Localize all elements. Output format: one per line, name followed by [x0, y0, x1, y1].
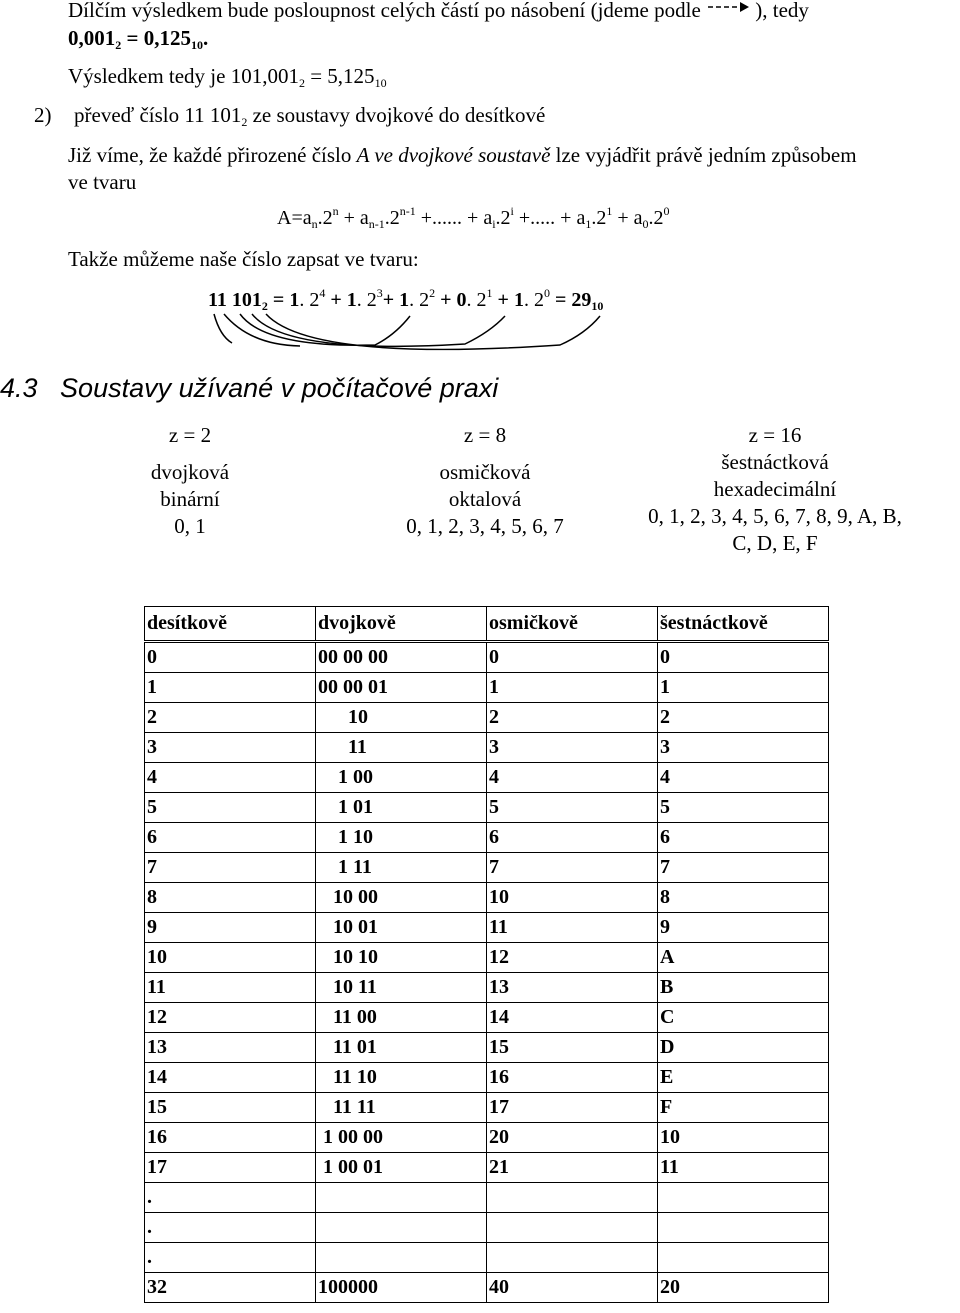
text-known-a: Již víme, že každé přirozené číslo [68, 143, 357, 167]
table-row [145, 733, 829, 763]
exp-1: 1 [486, 286, 493, 300]
term-1: . 2 [466, 289, 487, 311]
cell-binary: 00 00 00 [316, 642, 487, 673]
system-hexadecimal [620, 422, 930, 557]
table-row [145, 1213, 829, 1243]
sub-base-2: 2 [115, 38, 122, 52]
sub-task-2: 2 [241, 115, 248, 129]
cell-hex: 0 [658, 642, 829, 673]
cell-decimal: 2 [145, 703, 316, 733]
header-decimal: desítkově [145, 607, 316, 642]
cell-octal: 17 [487, 1093, 658, 1123]
cell-octal [487, 1243, 658, 1273]
cell-binary: 10 01 [316, 913, 487, 943]
table-row [145, 913, 829, 943]
system-binary [100, 422, 280, 540]
cell-octal: 16 [487, 1063, 658, 1093]
formula-sub: i [492, 217, 496, 231]
text-fraction-a: 0,001 [68, 26, 116, 50]
digit-0: 1 [513, 289, 524, 311]
term-2: . 2 [409, 289, 430, 311]
system-octal [360, 422, 610, 540]
cell-hex: 7 [658, 853, 829, 883]
table-row [145, 673, 829, 703]
table-row [145, 1183, 829, 1213]
expansion-eq: = [267, 289, 290, 311]
header-hex: šestnáctkově [658, 607, 829, 642]
formula-part: +..... + a [513, 207, 586, 229]
cell-decimal: . [145, 1183, 316, 1213]
expansion-lhs: 11 101 [208, 289, 262, 311]
cell-octal: 11 [487, 913, 658, 943]
exp-4: 4 [319, 286, 326, 300]
cell-binary: 10 11 [316, 973, 487, 1003]
cell-hex: B [658, 973, 829, 1003]
cell-hex: 20 [658, 1273, 829, 1303]
expansion-rhs: = 29 [549, 289, 592, 311]
system-base: z = 16 [748, 423, 802, 447]
cell-binary: 10 10 [316, 943, 487, 973]
table-row [145, 1033, 829, 1063]
cell-octal: 12 [487, 943, 658, 973]
cell-binary: 11 [316, 733, 487, 763]
cell-octal [487, 1213, 658, 1243]
cell-hex: E [658, 1063, 829, 1093]
table-row [145, 883, 829, 913]
table-row [145, 853, 829, 883]
arc-digit-1-to-1 [214, 314, 232, 343]
text-result-mid: = 5,125 [304, 64, 375, 88]
cell-binary: 1 00 [316, 763, 487, 793]
cell-hex: C [658, 1003, 829, 1033]
digit-1: 0 [456, 289, 467, 311]
digit-4: 1 [289, 289, 300, 311]
system-digits-cont: C, D, E, F [732, 531, 818, 555]
sub-base-10: 10 [190, 38, 203, 52]
table-row [145, 943, 829, 973]
cell-decimal: 11 [145, 973, 316, 1003]
cell-hex: 11 [658, 1153, 829, 1183]
exp-0: 0 [543, 286, 550, 300]
cell-decimal: 3 [145, 733, 316, 763]
cell-decimal: 16 [145, 1123, 316, 1153]
formula-part: + a [612, 207, 643, 229]
cell-octal: 7 [487, 853, 658, 883]
text-so-write: Takže můžeme naše číslo zapsat ve tvaru: [68, 247, 419, 271]
cell-binary: 11 00 [316, 1003, 487, 1033]
cell-hex: 4 [658, 763, 829, 793]
cell-octal: 5 [487, 793, 658, 823]
header-binary: dvojkově [316, 607, 487, 642]
cell-binary: 10 00 [316, 883, 487, 913]
table-header-row [145, 607, 829, 642]
cell-octal: 6 [487, 823, 658, 853]
task-number: 2) [34, 103, 52, 127]
cell-hex: 6 [658, 823, 829, 853]
text-line1-suffix: ), tedy [755, 0, 809, 22]
formula-sub: 0 [642, 217, 649, 231]
formula-part: .2 [648, 207, 664, 229]
cell-decimal: 0 [145, 642, 316, 673]
table-row [145, 793, 829, 823]
term-4: . 2 [299, 289, 320, 311]
cell-octal: 1 [487, 673, 658, 703]
cell-decimal: 15 [145, 1093, 316, 1123]
cell-hex: 9 [658, 913, 829, 943]
table-row [145, 642, 829, 673]
cell-decimal: 8 [145, 883, 316, 913]
text-known-italic: A ve dvojkové soustavě [356, 143, 551, 167]
cell-decimal: 5 [145, 793, 316, 823]
table-row [145, 1273, 829, 1303]
cell-decimal: 4 [145, 763, 316, 793]
system-name: dvojková [150, 460, 230, 484]
exp-3: 3 [376, 286, 383, 300]
cell-binary [316, 1243, 487, 1273]
text-result-prefix: Výsledkem tedy je 101,001 [68, 64, 299, 88]
cell-octal: 20 [487, 1123, 658, 1153]
cell-binary: 1 01 [316, 793, 487, 823]
plus: + [435, 289, 457, 311]
cell-octal: 13 [487, 973, 658, 1003]
digit-3: 1 [346, 289, 357, 311]
system-name: osmičková [439, 460, 531, 484]
formula-part: + a [338, 207, 369, 229]
cell-hex: F [658, 1093, 829, 1123]
expansion-rhs-sub: 10 [591, 299, 604, 313]
formula-sub: n-1 [368, 217, 385, 231]
formula-part: A=a [277, 207, 312, 229]
cell-hex: 5 [658, 793, 829, 823]
table-row [145, 763, 829, 793]
digit-2: 1 [399, 289, 410, 311]
cell-octal: 21 [487, 1153, 658, 1183]
cell-hex: D [658, 1033, 829, 1063]
cell-octal: 3 [487, 733, 658, 763]
plus: + [382, 289, 400, 311]
cell-decimal: 14 [145, 1063, 316, 1093]
expansion-lhs-sub: 2 [261, 299, 268, 313]
system-name: šestnáctková [721, 450, 829, 474]
formula-part: +...... + a [415, 207, 493, 229]
cell-decimal: 6 [145, 823, 316, 853]
cell-hex: 8 [658, 883, 829, 913]
system-digits: 0, 1 [174, 514, 206, 538]
cell-hex [658, 1213, 829, 1243]
cell-octal: 14 [487, 1003, 658, 1033]
cell-decimal: 7 [145, 853, 316, 883]
term-0: . 2 [523, 289, 544, 311]
cell-hex: 3 [658, 733, 829, 763]
cell-binary [316, 1183, 487, 1213]
table-row [145, 1123, 829, 1153]
formula-part: .2 [384, 207, 400, 229]
cell-octal: 4 [487, 763, 658, 793]
formula-sup: 0 [663, 204, 670, 218]
table-row [145, 1003, 829, 1033]
sub-result-10: 10 [374, 76, 387, 90]
formula-sub: 1 [585, 217, 592, 231]
cell-binary: 1 00 01 [316, 1153, 487, 1183]
cell-binary: 00 00 01 [316, 673, 487, 703]
term-3: . 2 [356, 289, 377, 311]
cell-binary: 1 00 00 [316, 1123, 487, 1153]
cell-binary: 11 11 [316, 1093, 487, 1123]
text-line1-prefix: Dílčím výsledkem bude posloupnost celých částí po násobení (jdeme podle [68, 0, 701, 22]
cell-binary: 10 [316, 703, 487, 733]
system-alt-name: oktalová [448, 487, 522, 511]
formula-sup: n [332, 204, 339, 218]
cell-decimal: 17 [145, 1153, 316, 1183]
plus: + [325, 289, 347, 311]
text-fraction-b: = 0,125 [121, 26, 191, 50]
cell-decimal: . [145, 1213, 316, 1243]
text-period: . [202, 26, 209, 50]
table-row [145, 1243, 829, 1273]
cell-hex: 10 [658, 1123, 829, 1153]
system-alt-name: hexadecimální [713, 477, 837, 501]
plus: + [492, 289, 514, 311]
table-row [145, 823, 829, 853]
cell-decimal: 1 [145, 673, 316, 703]
cell-decimal: 32 [145, 1273, 316, 1303]
cell-decimal: 9 [145, 913, 316, 943]
cell-binary: 100000 [316, 1273, 487, 1303]
text-task-a: převeď číslo 11 101 [74, 103, 242, 127]
table-row [145, 1153, 829, 1183]
cell-octal: 10 [487, 883, 658, 913]
exp-2: 2 [429, 286, 436, 300]
cell-octal: 0 [487, 642, 658, 673]
cell-binary [316, 1213, 487, 1243]
cell-binary: 1 10 [316, 823, 487, 853]
text-known-b: lze vyjádřit právě jedním způsobem [550, 143, 857, 167]
formula-sup: i [510, 204, 514, 218]
formula-sub: n [311, 217, 318, 231]
digit-mapping-arcs [0, 0, 960, 380]
cell-decimal: 12 [145, 1003, 316, 1033]
formula-sup: n-1 [399, 204, 416, 218]
cell-hex: 2 [658, 703, 829, 733]
system-base: z = 8 [463, 423, 507, 447]
text-known-line2: ve tvaru [68, 170, 137, 194]
table-row [145, 703, 829, 733]
cell-octal: 40 [487, 1273, 658, 1303]
conversion-table [144, 606, 829, 1303]
cell-hex [658, 1243, 829, 1273]
cell-hex: A [658, 943, 829, 973]
cell-octal: 2 [487, 703, 658, 733]
table-row [145, 973, 829, 1003]
cell-hex: 1 [658, 673, 829, 703]
formula-part: .2 [495, 207, 511, 229]
table-row [145, 1063, 829, 1093]
header-octal: osmičkově [487, 607, 658, 642]
cell-binary: 11 01 [316, 1033, 487, 1063]
cell-decimal: . [145, 1243, 316, 1273]
cell-decimal: 13 [145, 1033, 316, 1063]
system-digits: 0, 1, 2, 3, 4, 5, 6, 7, 8, 9, A, B, [648, 504, 902, 528]
cell-binary: 1 11 [316, 853, 487, 883]
cell-octal [487, 1183, 658, 1213]
text-task-b: ze soustavy dvojkové do desítkové [247, 103, 546, 127]
sub-result-2: 2 [298, 76, 305, 90]
formula-sup: 1 [606, 204, 613, 218]
cell-binary: 11 10 [316, 1063, 487, 1093]
system-digits: 0, 1, 2, 3, 4, 5, 6, 7 [406, 514, 564, 538]
cell-decimal: 10 [145, 943, 316, 973]
cell-hex [658, 1183, 829, 1213]
cell-octal: 15 [487, 1033, 658, 1063]
formula-part: .2 [317, 207, 333, 229]
table-row [145, 1093, 829, 1123]
section-heading: 4.3 Soustavy užívané v počítačové praxi [0, 373, 499, 403]
formula-part: .2 [591, 207, 607, 229]
system-base: z = 2 [168, 423, 212, 447]
system-alt-name: binární [160, 487, 220, 511]
